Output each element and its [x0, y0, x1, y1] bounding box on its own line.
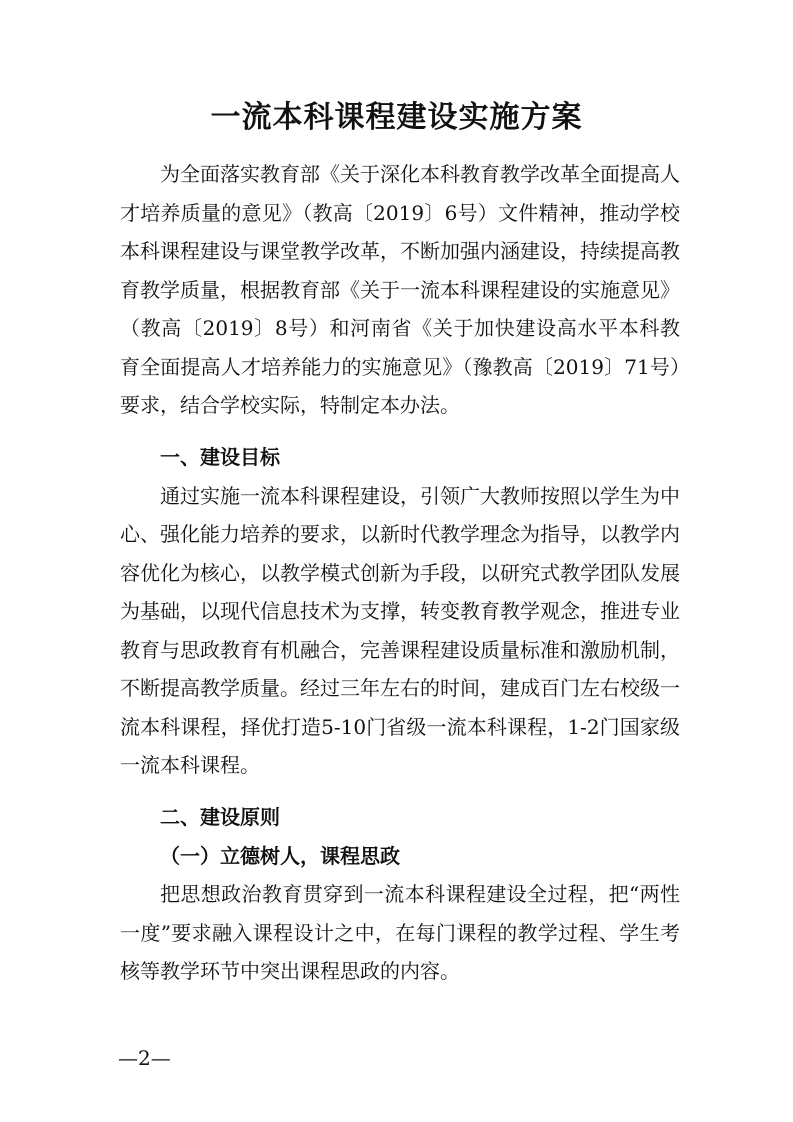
section-heading-principles: 二、建设原则 — [160, 805, 280, 829]
section-goals — [120, 438, 680, 785]
intro-paragraph: 为全面落实教育部《关于深化本科教育教学改革全面提高人才培养质量的意见》（教高〔2019〕6号）文件精神，推动学校本科课程建设与课堂教学改革，不断加强内涵建设，持续提高教育教学质量，根据教育部《关于一流本科课程建设的实施意见》（教高〔2019〕8号）和河南省《关于加快建设高水平本科教育全面提高人才培养能力的实施意见》（豫教高〔2019〕71号）要求，结合学校实际，特制定本办法。 — [120, 162, 680, 417]
section-heading-goals: 一、建设目标 — [160, 445, 280, 469]
moral-paragraph: 把思想政治教育贯穿到一流本科课程建设全过程，把“两性一度”要求融入课程设计之中，在每门课程的教学过程、学生考核等教学环节中突出课程思政的内容。 — [120, 882, 680, 983]
subsection-heading-moral: （一）立德树人，课程思政 — [160, 843, 400, 868]
intro-block — [120, 155, 680, 425]
page-number: —2— — [118, 1046, 171, 1070]
section-principles — [120, 798, 680, 991]
goals-paragraph: 通过实施一流本科课程建设，引领广大教师按照以学生为中心、强化能力培养的要求，以新时代教学理念为指导，以教学内容优化为核心，以教学模式创新为手段，以研究式教学团队发展为基础，以现代信息技术为支撑，转变教育教学观念，推进专业教育与思政教育有机融合，完善课程建设质量标准和激励机制，不断提高教学质量。经过三年左右的时间，建成百门左右校级一流本科课程，择优打造5-10门省级一流本科课程，1-2门国家级一流本科课程。 — [120, 483, 680, 777]
document-title: 一流本科课程建设实施方案 — [210, 100, 583, 135]
